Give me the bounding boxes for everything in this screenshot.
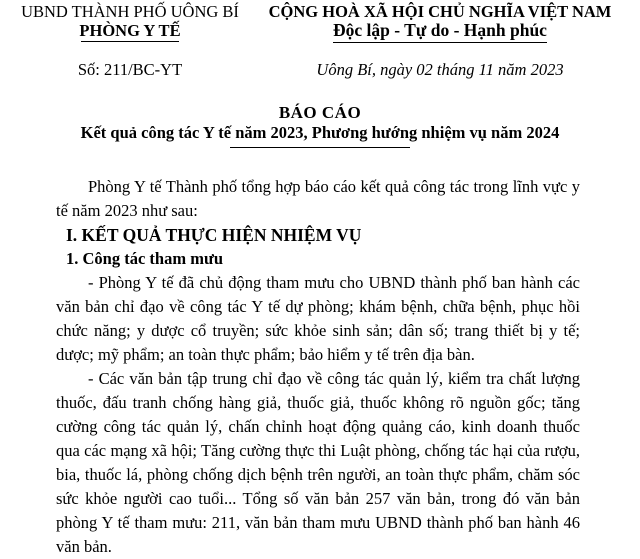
body-paragraph: - Phòng Y tế đã chủ động tham mưu cho UBND thành phố ban hành các văn bản chỉ đạo về công tác Y tế dự phòng; khám bệnh, chữa bệnh, phục hồi chức năng; y dược cổ truyền; sức khỏe sinh sản; dân số; trang thiết bị y tế; dược; mỹ phẩm; an toàn thực phẩm; bảo hiểm y tế trên địa bàn.: [56, 273, 580, 364]
country-name: CỘNG HOÀ XÃ HỘI CHỦ NGHĨA VIỆT NAM: [268, 2, 612, 21]
document-number: Số: 211/BC-YT: [77, 60, 183, 79]
national-motto: Độc lập - Tự do - Hạnh phúc: [333, 20, 547, 40]
document-subtitle: Kết quả công tác Y tế năm 2023, Phương hướng nhiệm vụ năm 2024: [80, 123, 560, 142]
department-name: PHÒNG Y TẾ: [79, 21, 181, 40]
body-paragraph: - Các văn bản tập trung chỉ đạo về công tác quản lý, kiểm tra chất lượng thuốc, đấu tranh chống hàng giả, thuốc giả, thuốc không rõ nguồn gốc; tăng cường công tác quản lý, chấn chỉnh hoạt động quảng cáo, kinh doanh thuốc qua các mạng xã hội; Tăng cường thực thi Luật phòng, chống tác hại của rượu, bia, thuốc lá, phòng chống dịch bệnh trên người, an toàn thực phẩm, chăm sóc sức khỏe người cao tuổi... Tổng số văn bản 257 văn bản, trong đó văn bản phòng Y tế tham mưu: 211, văn bản tham mưu UBND thành phố ban hành 46 văn bản.: [56, 369, 580, 556]
subtitle-rule: [230, 147, 410, 148]
section-heading: I. KẾT QUẢ THỰC HIỆN NHIỆM VỤ: [66, 225, 362, 245]
document-title: BÁO CÁO: [278, 103, 362, 122]
issuing-agency-block: [20, 2, 240, 40]
agency-name: UBND THÀNH PHỐ UÔNG BÍ: [21, 2, 239, 21]
subsection-heading: 1. Công tác tham mưu: [66, 249, 224, 268]
national-header-block: [242, 2, 638, 41]
document-date: Uông Bí, ngày 02 tháng 11 năm 2023: [316, 60, 564, 79]
document-body: [56, 175, 580, 559]
intro-paragraph: Phòng Y tế Thành phố tổng hợp báo cáo kết quả công tác trong lĩnh vực y tế năm 2023 như sau:: [56, 177, 580, 220]
